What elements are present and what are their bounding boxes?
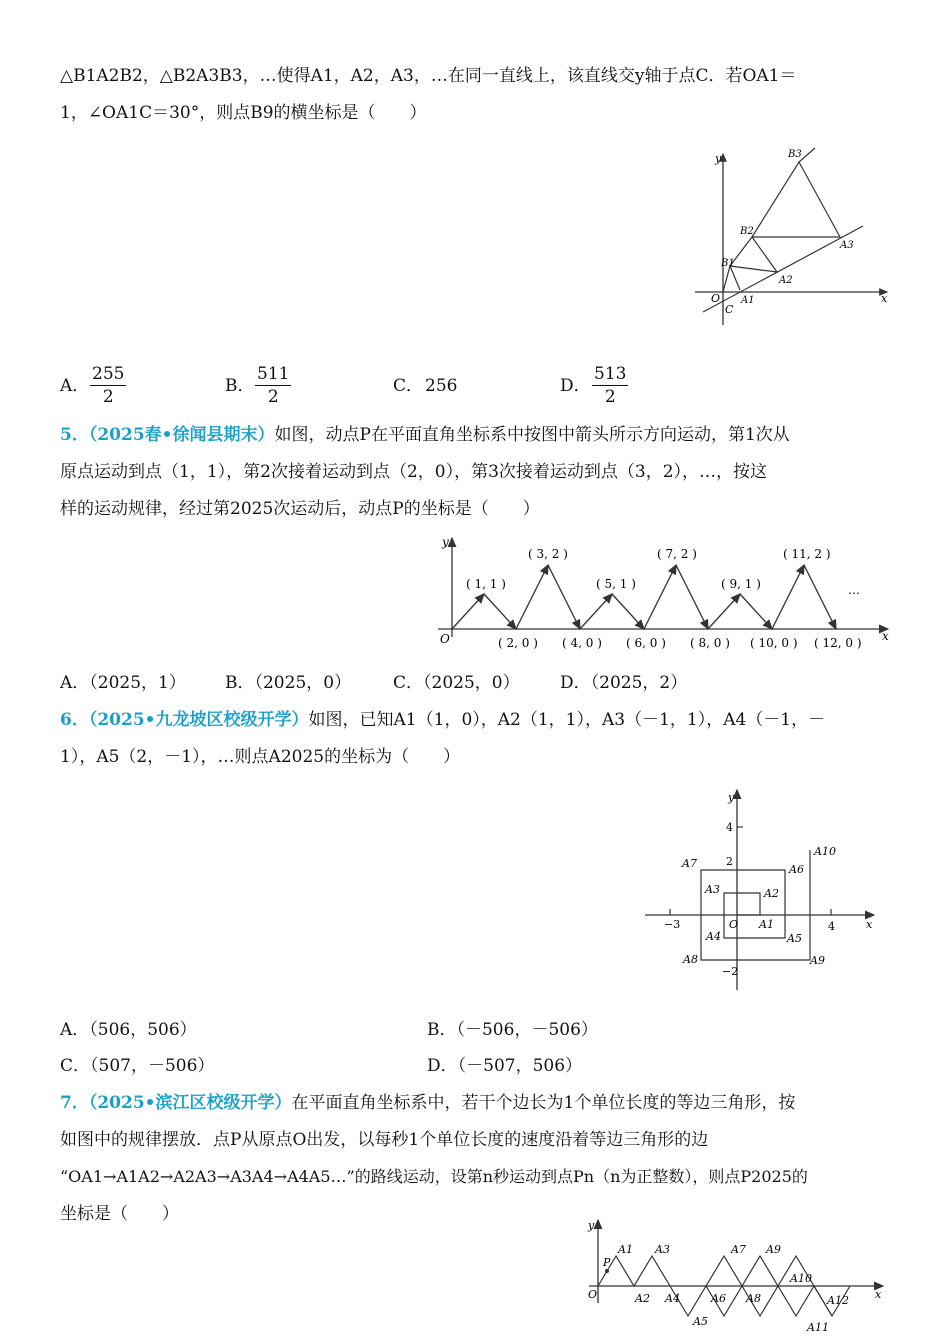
q7-fig-origin: O [588, 1288, 598, 1301]
q4-fig-a2: A2 [779, 275, 793, 286]
q6-fig-x-label: x [866, 918, 873, 931]
q6-option-d[interactable]: D．（－507，506） [427, 1056, 583, 1076]
q7-fig-a11: A11 [807, 1321, 829, 1334]
q6-option-b[interactable]: B．（－506，－506） [427, 1020, 598, 1040]
q6-fig-tick-x4: 4 [828, 920, 835, 933]
q5-option-c[interactable]: C．（2025，0） [393, 673, 520, 693]
q7-fig-a12: A12 [827, 1294, 849, 1307]
q4-figure [695, 140, 895, 340]
q4-fig-y-label: y [715, 152, 722, 165]
q4-fig-a1: A1 [741, 295, 755, 306]
q7-fig-a5: A5 [693, 1315, 708, 1328]
q5-fig-bottom-4: ( 8, 0 ) [690, 636, 730, 650]
q5-text-line-3: 样的运动规律，经过第2025次运动后，动点P的坐标是（ ） [60, 499, 540, 519]
q6-fig-a10: A10 [814, 845, 836, 858]
q7-fig-a9: A9 [766, 1243, 781, 1256]
q4-option-b-den: 2 [267, 387, 279, 407]
q5-fig-top-6: ( 11, 2 ) [783, 547, 831, 561]
q5-fig-bottom-5: ( 10, 0 ) [750, 636, 798, 650]
q5-fig-bottom-1: ( 2, 0 ) [498, 636, 538, 650]
q4-option-c-value[interactable]: 256 [425, 376, 458, 396]
q6-fig-a6: A6 [789, 863, 804, 876]
q5-fig-bottom-2: ( 4, 0 ) [562, 636, 602, 650]
q4-option-b-value[interactable] [255, 363, 291, 408]
q7-fig-a1: A1 [618, 1243, 633, 1256]
q4-option-d-den: 2 [604, 387, 616, 407]
q6-fig-tick-xm3: −3 [664, 918, 681, 931]
q5-fig-y-label: y [442, 535, 449, 549]
q7-fig-p: P [603, 1256, 611, 1269]
q5-fig-bottom-6: ( 12, 0 ) [814, 636, 862, 650]
q7-number: 7． [60, 1093, 89, 1113]
q6-fig-y-label: y [728, 791, 735, 804]
q4-fig-a3: A3 [840, 240, 854, 251]
q7-fig-y-label: y [588, 1219, 595, 1232]
q5-source: （2025春•徐闻县期末） [88, 425, 275, 445]
q5-fig-top-5: ( 9, 1 ) [721, 577, 761, 591]
q4-option-d-value[interactable] [592, 363, 628, 408]
q5-fig-x-label: x [882, 629, 889, 643]
q5-text-line-1 [60, 422, 790, 448]
q4-option-d-letter[interactable]: D． [560, 376, 591, 396]
q6-fig-tick-y2: 2 [726, 855, 733, 868]
q4-text-line-1: △B1A2B2，△B2A3B3，…使得A1，A2，A3，…在同一直线上，该直线交y轴于点C．若OA1＝ [60, 66, 797, 86]
q5-fig-top-4: ( 7, 2 ) [657, 547, 697, 561]
q5-option-b[interactable]: B．（2025，0） [225, 673, 352, 693]
q6-text-line-2: 1），A5（2，－1），…则点A2025的坐标为（ ） [60, 747, 461, 767]
q7-text-line-4: 坐标是（ ） [60, 1204, 179, 1224]
q7-fig-x-label: x [875, 1288, 882, 1301]
q6-number: 6． [60, 710, 89, 730]
q5-stem-1: 如图，动点P在平面直角坐标系中按图中箭头所示方向运动，第1次从 [274, 425, 790, 445]
q7-fig-a10: A10 [790, 1272, 812, 1285]
q5-option-a[interactable]: A．（2025，1） [60, 673, 186, 693]
q6-fig-a5: A5 [787, 932, 802, 945]
q4-fig-c: C [725, 303, 734, 316]
q4-option-a-num: 255 [92, 364, 125, 384]
q4-fig-b3: B3 [788, 149, 802, 160]
q7-fig-a8: A8 [746, 1292, 761, 1305]
q7-text-line-1 [60, 1090, 795, 1116]
q4-option-a-den: 2 [102, 387, 114, 407]
q5-fig-bottom-3: ( 6, 0 ) [626, 636, 666, 650]
q4-option-b-letter[interactable]: B． [225, 376, 255, 396]
q4-option-c-letter[interactable]: C． [393, 376, 424, 396]
q5-fig-top-2: ( 3, 2 ) [528, 547, 568, 561]
q7-fig-a3: A3 [655, 1243, 670, 1256]
q6-fig-a1: A1 [759, 918, 774, 931]
q7-stem-1: 在平面直角坐标系中，若干个边长为1个单位长度的等边三角形，按 [291, 1093, 796, 1113]
q5-figure [430, 532, 900, 657]
q4-fig-x-label: x [881, 292, 888, 305]
q6-fig-a4: A4 [706, 930, 721, 943]
q6-fig-tick-y4: 4 [726, 821, 733, 834]
q7-text-line-3: “OA1→A1A2→A2A3→A3A4→A4A5…”的路线运动，设第n秒运动到点Pn（n为正整数），则点P2025的 [60, 1167, 808, 1186]
q4-fig-origin: O [711, 292, 721, 305]
q6-option-a[interactable]: A．（506，506） [60, 1020, 197, 1040]
q6-fig-tick-ym2: −2 [722, 965, 739, 978]
q6-fig-a8: A8 [683, 953, 698, 966]
q6-stem-1: 如图，已知A1（1，0），A2（1，1），A3（－1，1），A4（－1，－ [308, 710, 826, 730]
q6-fig-a9: A9 [810, 954, 825, 967]
q4-option-a-letter[interactable]: A． [60, 376, 90, 396]
q6-figure [640, 785, 880, 995]
q4-fig-b1: B1 [721, 258, 735, 269]
q5-option-d[interactable]: D．（2025，2） [560, 673, 688, 693]
q5-number: 5． [60, 425, 89, 445]
q6-fig-a7: A7 [682, 857, 697, 870]
q7-fig-a7: A7 [731, 1243, 746, 1256]
q5-fig-top-1: ( 1, 1 ) [466, 577, 506, 591]
q6-option-c[interactable]: C．（507，－506） [60, 1056, 215, 1076]
q4-option-d-num: 513 [594, 364, 627, 384]
q6-fig-a2: A2 [764, 887, 779, 900]
q6-source: （2025•九龙坡区校级开学） [88, 710, 309, 730]
q7-text-line-2: 如图中的规律摆放．点P从原点O出发，以每秒1个单位长度的速度沿着等边三角形的边 [60, 1130, 709, 1150]
q5-fig-ellipsis: … [848, 583, 860, 597]
q5-fig-top-3: ( 5, 1 ) [596, 577, 636, 591]
q5-fig-origin: O [440, 632, 450, 646]
q4-text-line-2: 1，∠OA1C＝30°，则点B9的横坐标是（ ） [60, 103, 427, 123]
q7-source: （2025•滨江区校级开学） [88, 1093, 292, 1113]
q6-fig-a3: A3 [705, 883, 720, 896]
q4-fig-b2: B2 [740, 226, 754, 237]
q6-text-line-1 [60, 707, 825, 733]
q7-fig-a4: A4 [665, 1292, 680, 1305]
q7-fig-a6: A6 [711, 1292, 726, 1305]
q4-option-b-num: 511 [257, 364, 290, 384]
q6-fig-origin: O [729, 918, 739, 931]
q7-figure [585, 1215, 890, 1340]
q7-fig-a2: A2 [635, 1292, 650, 1305]
q4-option-a-value[interactable] [90, 363, 126, 408]
q5-text-line-2: 原点运动到点（1，1），第2次接着运动到点（2，0），第3次接着运动到点（3，2），…，按这 [60, 462, 768, 482]
